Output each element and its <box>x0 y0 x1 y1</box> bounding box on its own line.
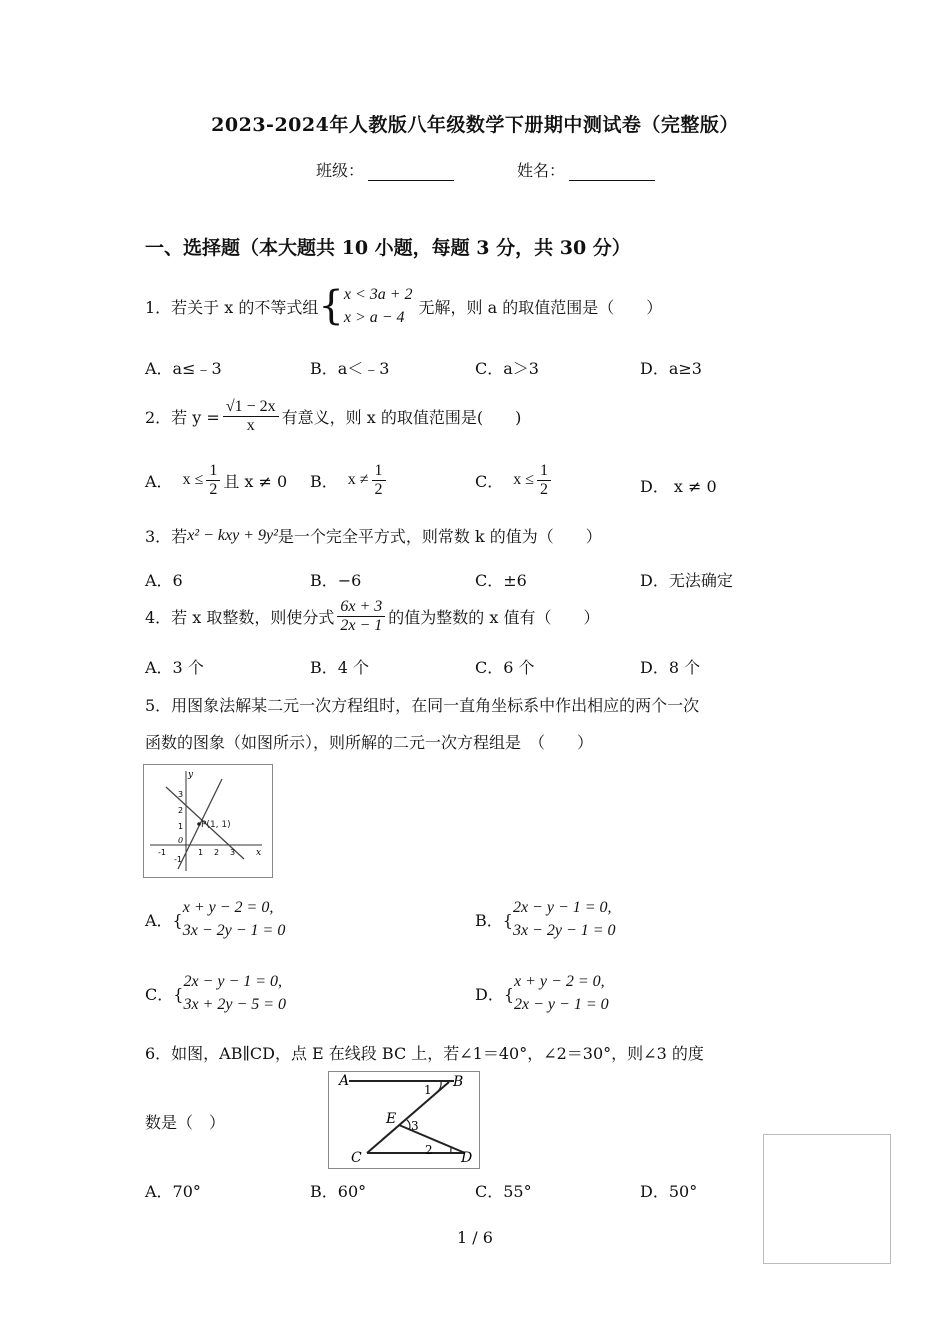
tick-y-1: 1 <box>178 822 184 831</box>
q5-optb-eq2: 3x − 2y − 1 = 0 <box>512 922 616 940</box>
question-3 <box>145 524 602 547</box>
question-4 <box>145 598 600 634</box>
label-e: E <box>386 1111 397 1127</box>
q5-graph-svg <box>144 765 272 877</box>
q1-option-d[interactable]: D．a≥3 <box>640 359 702 378</box>
label-a: A <box>339 1073 350 1089</box>
q5-optd-eq2: 2x − y − 1 = 0 <box>514 996 609 1014</box>
q2-numerator: √1 − 2x <box>223 398 279 417</box>
q5-option-c[interactable] <box>145 970 286 1016</box>
q2-denominator: x <box>246 416 255 434</box>
label-b: B <box>453 1074 464 1090</box>
page-number: 1 / 6 <box>457 1228 493 1247</box>
q5-optc-eq2: 3x + 2y − 5 = 0 <box>183 996 287 1014</box>
class-label: 班级： <box>316 161 365 180</box>
tick-y-neg1: -1 <box>174 855 182 864</box>
tick-x-3: 3 <box>230 848 236 857</box>
q1-eq2: x > a − 4 <box>343 309 405 327</box>
tick-x-neg1: -1 <box>158 848 166 857</box>
q4-option-d[interactable]: D．8 个 <box>640 658 701 677</box>
q5-opta-label: A．{ <box>145 910 183 930</box>
q2-optc-num: 1 <box>537 462 551 481</box>
q2-suffix: 有意义，则 x 的取值范围是( ) <box>281 407 522 427</box>
point-label: P(1, 1) <box>201 820 231 830</box>
q5-optb-system <box>513 896 616 942</box>
q1-suffix: 无解，则 a 的取值范围是（ ） <box>418 297 663 317</box>
q2-optb-frac <box>372 462 386 498</box>
q2-optc-den: 2 <box>540 480 549 498</box>
class-blank[interactable] <box>368 162 454 181</box>
q5-optc-eq1: 2x − y − 1 = 0, <box>183 973 283 990</box>
q6-option-b[interactable]: B．60° <box>310 1182 367 1201</box>
q2-optc-frac <box>537 462 551 498</box>
q2-opta-post: 且 x ≠ 0 <box>223 471 288 491</box>
corner-box <box>763 1134 891 1264</box>
q3-option-b[interactable]: B．−6 <box>310 571 362 590</box>
q4-suffix: 的值为整数的 x 值有（ ） <box>388 607 600 627</box>
q5-graph <box>143 764 273 878</box>
q2-optc-pre: C． <box>475 471 504 491</box>
q5-opta-system <box>183 896 286 942</box>
question-2 <box>145 398 521 434</box>
q3-expr: x² − kxy + 9y² <box>187 526 278 544</box>
axis-x-label: x <box>256 848 262 858</box>
q3-option-a[interactable]: A．6 <box>145 571 183 590</box>
q3-prefix: 3．若 <box>145 527 188 546</box>
q4-option-c[interactable]: C．6 个 <box>475 658 535 677</box>
q1-option-b[interactable]: B．a＜﹣3 <box>310 359 390 378</box>
q5-option-a[interactable] <box>145 896 285 942</box>
q1-option-c[interactable]: C．a＞3 <box>475 359 539 378</box>
origin-label: 0 <box>178 836 184 845</box>
q5-opta-eq2: 3x − 2y − 1 = 0 <box>182 922 286 940</box>
q3-suffix: 是一个完全平方式，则常数 k 的值为（ ） <box>277 527 602 546</box>
name-blank[interactable] <box>569 162 655 181</box>
q2-fraction <box>223 398 279 434</box>
q5-line1: 5．用图象法解某二元一次方程组时，在同一直角坐标系中作出相应的两个一次 <box>145 696 700 715</box>
q6-figure-svg <box>329 1072 479 1168</box>
q3-option-d[interactable]: D．无法确定 <box>640 571 733 590</box>
label-angle-1: 1 <box>424 1083 432 1097</box>
axis-y-label: y <box>188 770 194 780</box>
q6-option-d[interactable]: D．50° <box>640 1182 698 1201</box>
q2-opta-den: 2 <box>209 480 218 498</box>
tick-y-2: 2 <box>178 806 184 815</box>
page-title: 2023-2024年人教版八年级数学下册期中测试卷（完整版） <box>211 114 739 136</box>
section-heading: 一、选择题（本大题共 10 小题，每题 3 分，共 30 分） <box>145 237 631 259</box>
name-field <box>517 158 655 181</box>
q4-prefix: 4．若 x 取整数，则使分式 <box>145 607 335 627</box>
label-angle-2: 2 <box>425 1143 433 1157</box>
q6-option-a[interactable]: A．70° <box>145 1182 201 1201</box>
label-c: C <box>351 1150 362 1166</box>
q5-optd-system <box>514 970 609 1016</box>
q2-option-a[interactable] <box>145 462 287 498</box>
label-d: D <box>461 1150 473 1166</box>
q4-option-b[interactable]: B．4 个 <box>310 658 370 677</box>
q5-line2: 函数的图象（如图所示），则所解的二元一次方程组是 （ ） <box>145 733 594 752</box>
q2-opta-pre: A． <box>145 471 173 491</box>
q2-optb-pre: B． <box>310 471 338 491</box>
q3-option-c[interactable]: C．±6 <box>475 571 527 590</box>
q2-opta-frac <box>206 462 220 498</box>
q5-option-b[interactable] <box>475 896 616 942</box>
q4-denominator: 2x − 1 <box>340 616 383 634</box>
q4-option-a[interactable]: A．3 个 <box>145 658 204 677</box>
q6-line1: 6．如图，AB∥CD，点 E 在线段 BC 上，若∠1＝40°，∠2＝30°，则∠3 的度 <box>145 1044 704 1063</box>
q4-fraction <box>337 598 385 634</box>
q2-optb-den: 2 <box>374 480 383 498</box>
q5-optb-eq1: 2x − y − 1 = 0, <box>512 899 612 916</box>
class-field <box>316 158 454 181</box>
q1-system <box>344 283 413 329</box>
question-1 <box>145 283 662 329</box>
q6-option-c[interactable]: C．55° <box>475 1182 532 1201</box>
q5-optd-label: D．{ <box>475 984 515 1004</box>
label-angle-3: 3 <box>411 1119 419 1133</box>
brace-icon: { <box>318 283 344 330</box>
q6-figure <box>328 1071 480 1169</box>
q4-numerator: 6x + 3 <box>337 598 385 617</box>
q5-option-d[interactable] <box>475 970 609 1016</box>
q2-opta-num: 1 <box>206 462 220 481</box>
q1-eq1: x < 3a + 2 <box>343 286 413 303</box>
q2-optb-num: 1 <box>372 462 386 481</box>
tick-y-3: 3 <box>178 790 184 799</box>
q5-optc-label: C．{ <box>145 984 184 1004</box>
q5-optb-label: B．{ <box>475 910 513 930</box>
q1-option-a[interactable]: A．a≤﹣3 <box>145 359 222 378</box>
q2-opta-math: x ≤ <box>182 471 204 489</box>
q2-optb-math: x ≠ <box>347 471 369 489</box>
q1-prefix: 1．若关于 x 的不等式组 <box>145 297 319 317</box>
q2-option-d[interactable]: D． x ≠ 0 <box>640 477 717 496</box>
q5-optc-system <box>183 970 286 1016</box>
segment-bc <box>367 1082 449 1153</box>
name-label: 姓名： <box>517 161 566 180</box>
q2-prefix: 2．若 y = <box>145 407 220 427</box>
tick-x-2: 2 <box>214 848 220 857</box>
q2-option-b[interactable] <box>310 462 389 498</box>
q2-optc-math: x ≤ <box>513 471 535 489</box>
tick-x-1: 1 <box>198 848 204 857</box>
q5-opta-eq1: x + y − 2 = 0, <box>182 899 274 916</box>
q6-line2: 数是（ ） <box>145 1113 226 1132</box>
q2-option-c[interactable] <box>475 462 554 498</box>
q5-optd-eq1: x + y − 2 = 0, <box>514 973 605 990</box>
